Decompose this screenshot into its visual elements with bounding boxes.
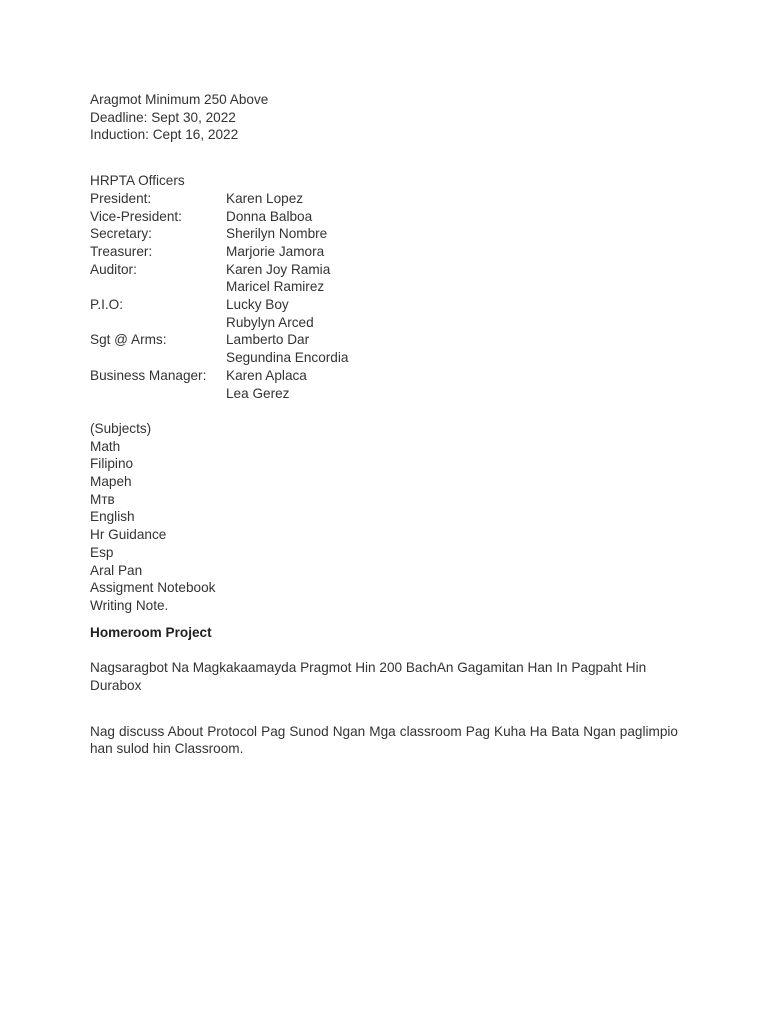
officer-role: P.I.O:: [90, 297, 123, 313]
officer-name: Lamberto Dar: [226, 332, 310, 348]
subject-item: Aral Pan: [90, 562, 143, 578]
deadline-line: Deadline: Sept 30, 2022: [90, 109, 236, 125]
officers-table: [90, 190, 678, 402]
officer-role: Sgt @ Arms:: [90, 332, 167, 348]
document-page: [90, 91, 678, 758]
subject-item: Mтв: [90, 491, 115, 507]
officer-name: Sherilyn Nombre: [226, 226, 328, 242]
officer-name: Rubylyn Arced: [226, 314, 314, 330]
subjects-section: [90, 420, 678, 615]
subject-item: English: [90, 509, 135, 525]
officer-name: Karen Joy Ramia: [226, 261, 331, 277]
officers-title: HRPTA Officers: [90, 173, 185, 189]
officer-name: Karen Aplaca: [226, 367, 307, 383]
subject-item: Writing Note.: [90, 597, 169, 613]
officer-role: Treasurer:: [90, 243, 153, 259]
subject-item: Assigment Notebook: [90, 580, 216, 596]
officer-role: Secretary:: [90, 226, 152, 242]
officer-name: Marjorie Jamora: [226, 243, 325, 259]
officer-name: Lucky Boy: [226, 297, 289, 313]
officer-role: [90, 349, 226, 367]
officer-name: Segundina Encordia: [226, 350, 349, 366]
homeroom-paragraph-2: Nag discuss About Protocol Pag Sunod Ngan Mga classroom Pag Kuha Ha Bata Ngan paglimpio han sulod hin Classroom.: [90, 723, 678, 757]
officer-role: [90, 314, 226, 332]
subject-item: Hr Guidance: [90, 527, 167, 543]
subject-item: Math: [90, 438, 121, 454]
induction-line: Induction: Cept 16, 2022: [90, 127, 239, 143]
header-block: [90, 91, 678, 144]
officer-role: Business Manager:: [90, 367, 207, 383]
officer-name: Karen Lopez: [226, 190, 304, 206]
officer-name: Lea Gerez: [226, 385, 290, 401]
spacer: [90, 641, 678, 659]
subject-item: Esp: [90, 544, 114, 560]
subjects-title: (Subjects): [90, 420, 152, 436]
minimum-contribution-line: Aragmot Minimum 250 Above: [90, 92, 269, 107]
homeroom-heading: Homeroom Project: [90, 624, 212, 640]
subject-item: Mapeh: [90, 474, 132, 490]
subject-item: Filipino: [90, 456, 134, 472]
officer-name: Donna Balboa: [226, 208, 313, 224]
spacer: [90, 402, 678, 420]
officer-role: [90, 278, 226, 296]
homeroom-paragraph-1: Nagsaragbot Na Magkakaamayda Pragmot Hin 200 BachAn Gagamitan Han In Pagpaht Hin Durabox: [90, 660, 647, 694]
officer-role: President:: [90, 190, 152, 206]
officer-role: Vice-President:: [90, 208, 182, 224]
spacer: [90, 695, 678, 723]
officers-section: [90, 172, 678, 402]
officer-role: Auditor:: [90, 261, 137, 277]
officer-role: [90, 385, 226, 403]
officer-name: Maricel Ramirez: [226, 279, 325, 295]
spacer: [90, 144, 678, 172]
